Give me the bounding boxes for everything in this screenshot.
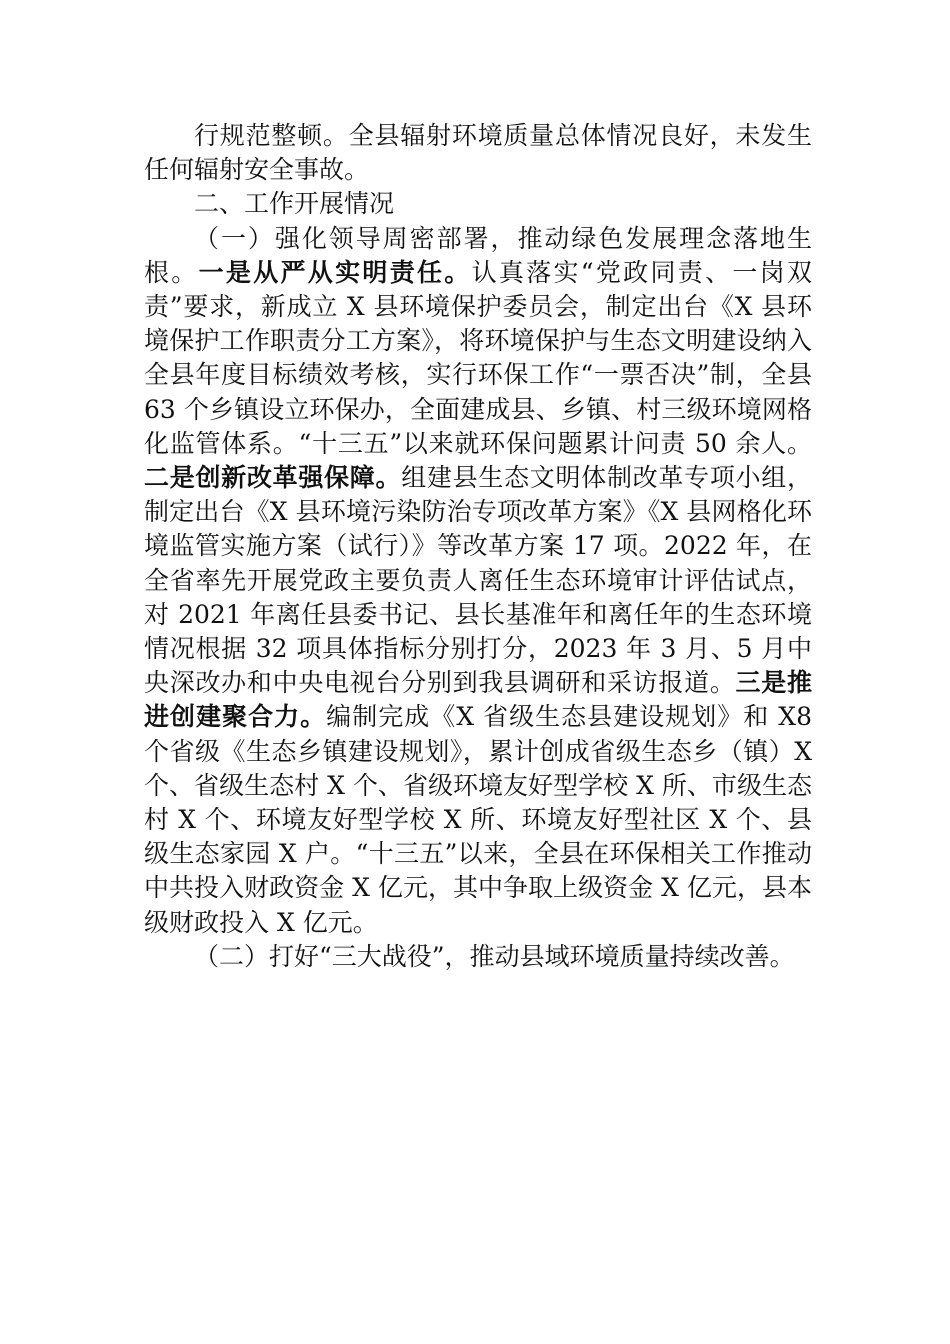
paragraph-text: 认真落实“党政同责、一岗双责”要求，新成立 X 县环境保护委员会，制定出台《X 县环境保护工作职责分工方案》，将环境保护与生态文明建设纳入全县年度目标绩效考核，实行环保工作“一票否决”制，全县 63 个乡镇设立环保办，全面建成县、乡镇、村三级环境网格化监管体系。“十三五”以来就环保问题累计问责 50 余人。 [144,257,812,458]
paragraph-text: 行规范整顿。全县辐射环境质量总体情况良好，未发生任何辐射安全事故。 [144,121,812,185]
section-heading-work-progress [144,187,812,221]
subsection-heading-three-battles [144,940,812,974]
bold-lead-responsibility: 一是从严从实明责任。 [198,257,472,287]
bold-lead-reform: 二是创新改革强保障。 [144,463,402,493]
section-heading-text: 二、工作开展情况 [194,189,395,219]
subsection-heading-text: （二）打好“三大战役”，推动县域环境质量持续改善。 [194,941,795,971]
paragraph-text: 组建县生态文明体制改革专项小组，制定出台《X 县环境污染防治专项改革方案》《X 县网格化环境监管实施方案（试行）》等改革方案 17 项。2022 年，在全省率先开展党政主要负责人离任生态环境审计评估试点，对 2021 年离任县委书记、县长基准年和离任年的生态环境情况根据 32 项具体指标分别打分，2023 年 3 月、5 月中央深改办和中央电视台分别到我县调研和采访报道。 [144,463,812,698]
document-body [144,119,812,974]
paragraph-text: 编制完成《X 省级生态县建设规划》和 X8 个省级《生态乡镇建设规划》，累计创成省级生态乡（镇）X 个、省级生态村 X 个、省级环境友好型学校 X 所、市级生态村 X 个、环境友好型学校 X 所、环境友好型社区 X 个、县级生态家园 X 户。“十三五”以来，全县在环保相关工作推动中共投入财政资金 X 亿元，其中争取上级资金 X 亿元，县本级财政投入 X 亿元。 [144,702,812,937]
paragraph-leadership-deployment [144,222,812,940]
paragraph-radiation-summary [144,119,812,187]
subsection-heading-text: （一）强化领导周密部署，推动绿色发展理念落地生根。 [144,223,812,287]
bold-lead-creation: 三是推进创建聚合力。 [144,668,812,732]
